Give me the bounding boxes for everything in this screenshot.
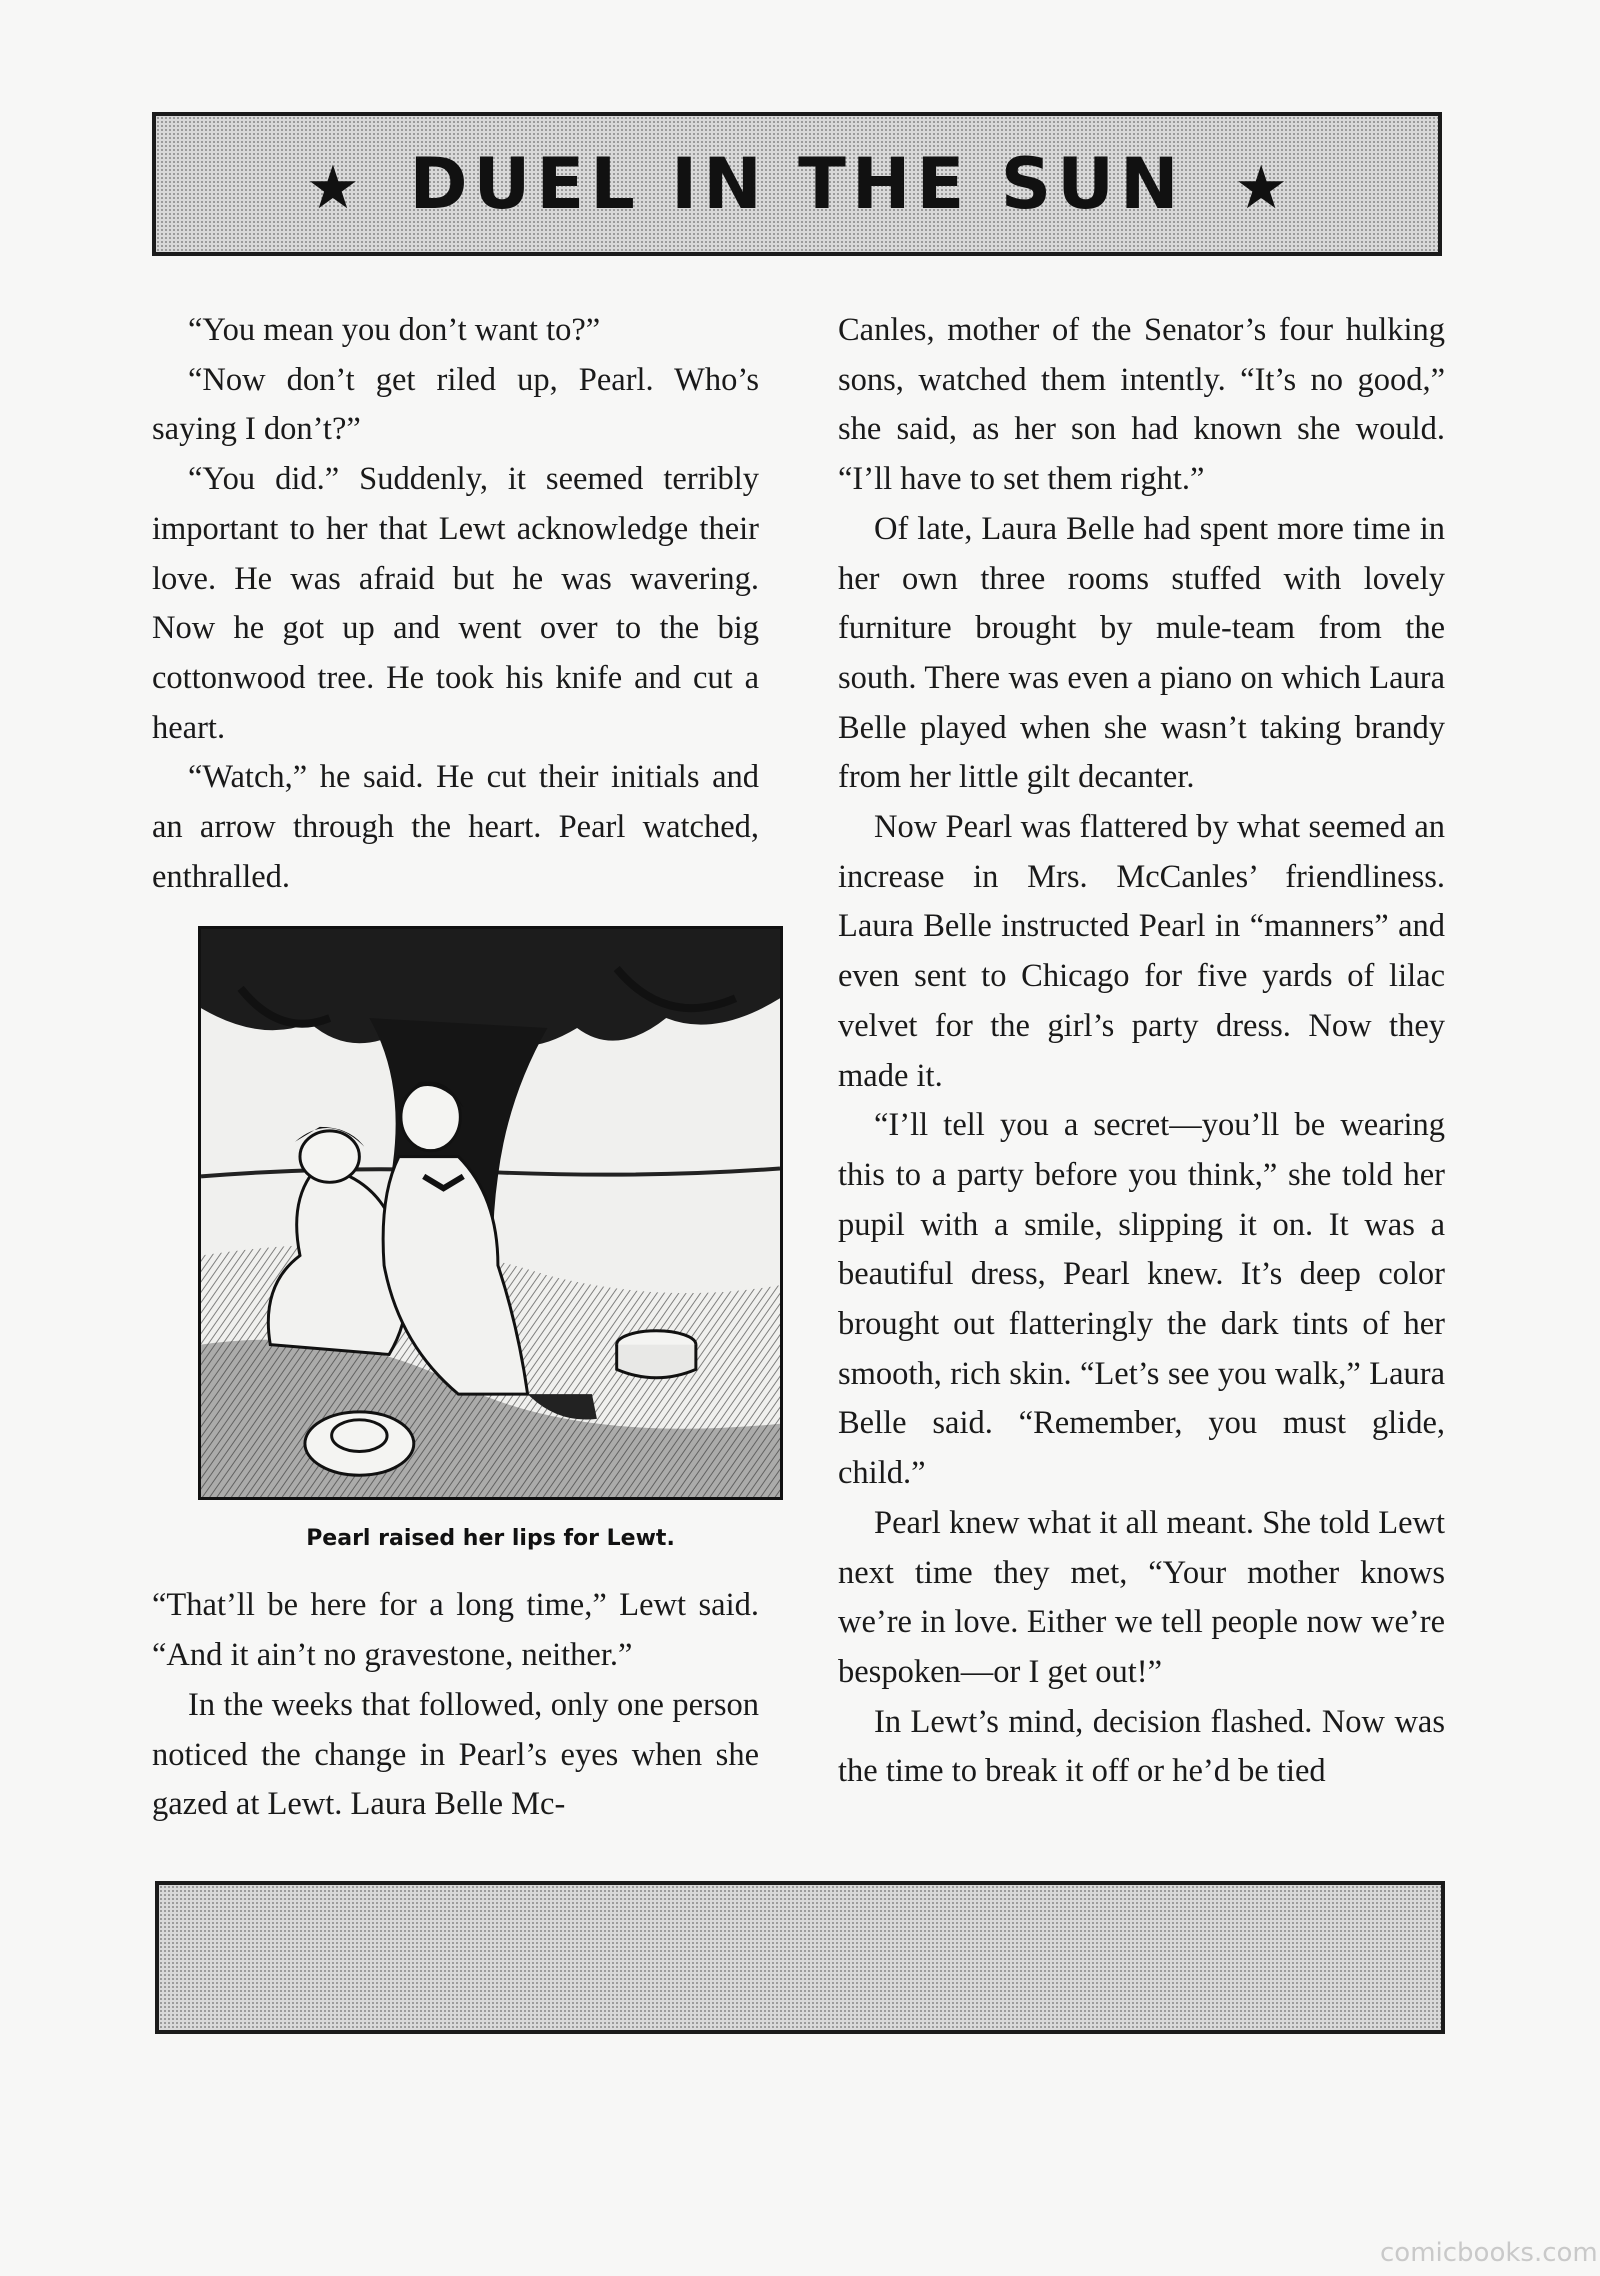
paragraph: “I’ll tell you a secret—you’ll be wearing this to a party before you think,” she told her pupil with a smile, slipping it on. It was a beautiful dress, Pearl knew. It’s deep color brought out flatteringly the dark tints of her smooth, rich skin. “Let’s see you walk,” Laura Belle said. “Remember, you must glide, child.”: [838, 1107, 1445, 1492]
right-column: [838, 306, 1445, 1797]
couple-under-tree-illustration: [201, 929, 780, 1497]
watermark: comicbooks.com: [1380, 2238, 1598, 2268]
illustration-caption: Pearl raised her lips for Lewt.: [306, 1526, 675, 1552]
star-icon: ★: [306, 153, 360, 223]
paragraph: In the weeks that followed, only one person noticed the change in Pearl’s eyes when she gazed at Lewt. Laura Belle Mc-: [152, 1686, 759, 1823]
left-column: [152, 306, 759, 1830]
page-title: DUEL IN THE SUN: [409, 143, 1185, 225]
paragraph: “You mean you don’t want to?”: [188, 312, 601, 348]
paragraph: “You did.” Suddenly, it seemed terribly important to her that Lewt acknowledge their love. He was afraid but he was wavering. Now he got up and went over to the big cottonwood tree. He took his knife and cut a heart.: [152, 461, 759, 746]
star-icon: ★: [1234, 153, 1288, 223]
paragraph: Pearl knew what it all meant. She told Lewt next time they met, “Your mother knows we’re in love. Either we tell people now we’re bespoken—or I get out!”: [838, 1504, 1445, 1690]
paragraph: Canles, mother of the Senator’s four hulking sons, watched them intently. “It’s no good,” she said, as her son had known she would. “I’ll have to set them right.”: [838, 312, 1445, 498]
paragraph: “Now don’t get riled up, Pearl. Who’s saying I don’t?”: [152, 361, 759, 448]
bottom-banner: [155, 1881, 1445, 2034]
illustration: [198, 926, 783, 1500]
paragraph: “Watch,” he said. He cut their initials and an arrow through the heart. Pearl watched, enthralled.: [152, 759, 759, 895]
title-banner: [152, 112, 1442, 256]
paragraph: Now Pearl was flattered by what seemed an increase in Mrs. McCanles’ friendliness. Laura Belle instructed Pearl in “manners” and even sent to Chicago for five yards of lilac velvet for the girl’s party dress. Now they made it.: [838, 809, 1445, 1094]
paragraph: “That’ll be here for a long time,” Lewt said. “And it ain’t no gravestone, neither.”: [152, 1587, 759, 1674]
paragraph: Of late, Laura Belle had spent more time in her own three rooms stuffed with lovely furniture brought by mule-team from the south. There was even a piano on which Laura Belle played when she wasn’t taking brandy from her little gilt decanter.: [838, 510, 1445, 796]
paragraph: In Lewt’s mind, decision flashed. Now was the time to break it off or he’d be tied: [838, 1703, 1445, 1790]
